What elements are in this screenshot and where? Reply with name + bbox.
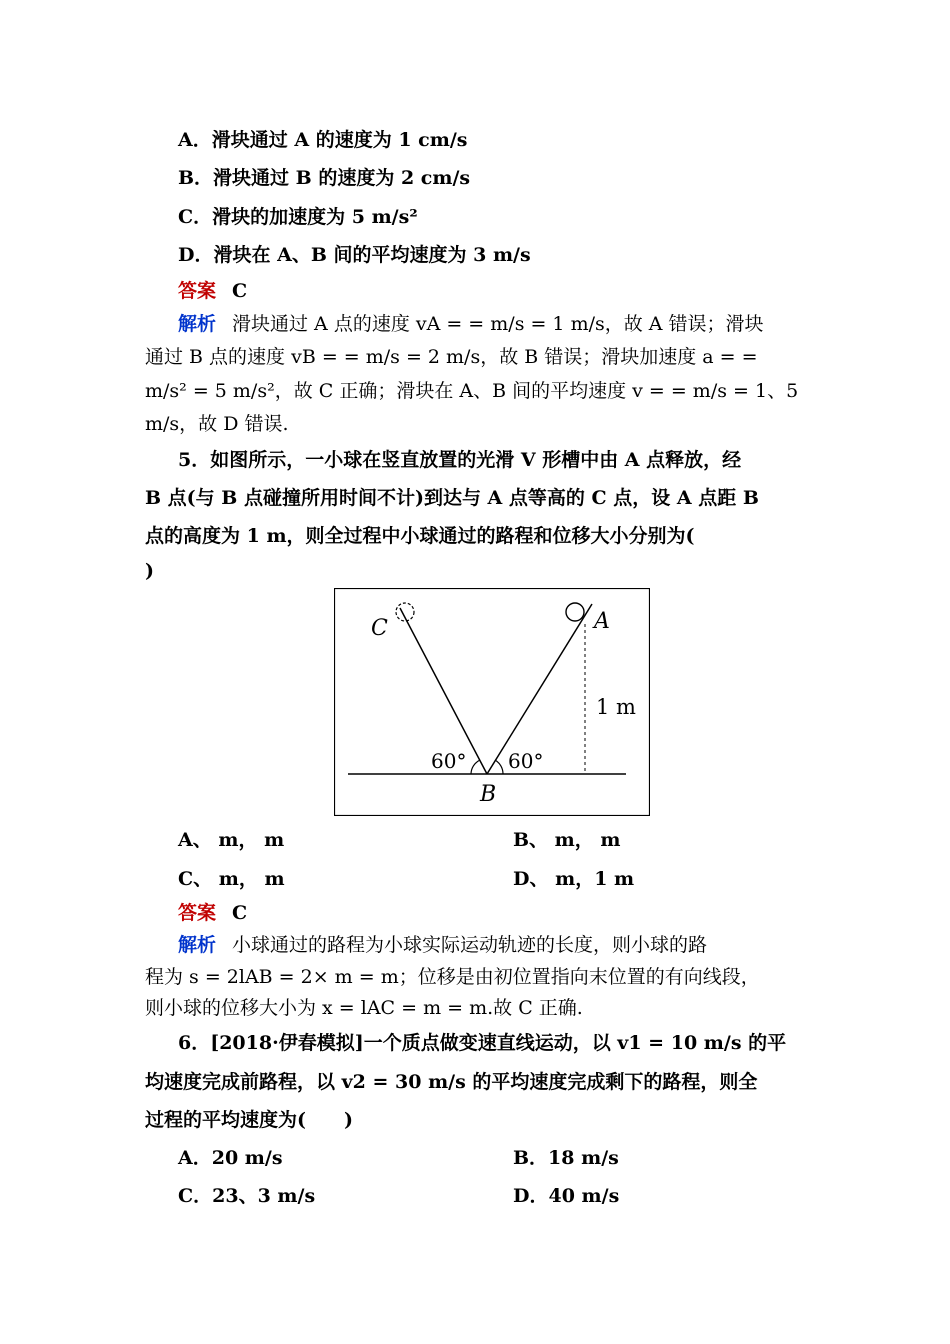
height-label: 1 m	[596, 695, 636, 719]
label-c: C	[371, 616, 388, 641]
q4-option-b: B．滑块通过 B 的速度为 2 cm/s	[178, 167, 471, 189]
q6-stem-line-1: 6．[2018·伊春模拟]一个质点做变速直线运动，以 v1 = 10 m/s 的平	[178, 1032, 787, 1054]
analysis-label: 解析	[178, 313, 217, 335]
answer-label: 答案	[178, 280, 217, 302]
q6-option-a: A．20 m/s	[178, 1147, 283, 1169]
q4-analysis-line-1	[178, 311, 843, 337]
angle-arc-right	[495, 760, 503, 774]
q4-option-d: D．滑块在 A、B 间的平均速度为 3 m/s	[178, 244, 531, 266]
q5-answer	[178, 900, 843, 926]
q4-analysis-line-2: 通过 B 点的速度 vB = = m/s = 2 m/s，故 B 错误；滑块加速度 a = =	[145, 346, 758, 368]
answer-value: C	[232, 902, 248, 924]
q5-analysis-line-2: 程为 s = 2lAB = 2× m = m；位移是由初位置指向末位置的有向线段，	[145, 966, 760, 988]
v-groove-figure	[334, 588, 650, 816]
q6-option-d: D．40 m/s	[513, 1185, 620, 1207]
q4-answer	[178, 278, 843, 304]
q5-stem-line-1: 5．如图所示，一小球在竖直放置的光滑 V 形槽中由 A 点释放，经	[178, 449, 742, 471]
answer-label: 答案	[178, 902, 217, 924]
q6-option-c: C．23、3 m/s	[178, 1185, 316, 1207]
q4-analysis-line-3: m/s² = 5 m/s²，故 C 正确；滑块在 A、B 间的平均速度 v = = m/s = 1、5	[145, 380, 799, 402]
analysis-text: 滑块通过 A 点的速度 vA = = m/s = 1 m/s，故 A 错误；滑块	[232, 313, 764, 335]
q5-analysis-line-3: 则小球的位移大小为 x = lAC = m = m.故 C 正确.	[145, 997, 583, 1019]
q5-option-b: B、 m， m	[513, 829, 621, 851]
q5-option-d: D、 m，1 m	[513, 868, 635, 890]
q4-option-c: C．滑块的加速度为 5 m/s²	[178, 206, 418, 228]
q5-option-a: A、 m， m	[178, 829, 285, 851]
q4-analysis-line-4: m/s，故 D 错误.	[145, 413, 289, 435]
analysis-label: 解析	[178, 934, 217, 956]
q6-stem-line-3: 过程的平均速度为( )	[145, 1109, 353, 1131]
analysis-text: 小球通过的路程为小球实际运动轨迹的长度，则小球的路	[232, 934, 708, 956]
angle-label-left: 60°	[431, 749, 467, 773]
q5-stem-line-4: )	[145, 560, 154, 582]
angle-label-right: 60°	[508, 749, 544, 773]
q5-stem-line-2: B 点(与 B 点碰撞所用时间不计)到达与 A 点等高的 C 点，设 A 点距 B	[145, 487, 759, 509]
ball-initial	[566, 603, 584, 621]
label-a: A	[594, 609, 610, 634]
q5-option-c: C、 m， m	[178, 868, 285, 890]
answer-value: C	[232, 280, 248, 302]
angle-arc-left	[471, 760, 480, 774]
q5-stem-line-3: 点的高度为 1 m，则全过程中小球通过的路程和位移大小分别为(	[145, 525, 695, 547]
q4-option-a: A．滑块通过 A 的速度为 1 cm/s	[178, 129, 468, 151]
q6-stem-line-2: 均速度完成前路程，以 v2 = 30 m/s 的平均速度完成剩下的路程，则全	[145, 1071, 758, 1093]
q5-analysis-line-1	[178, 932, 843, 958]
label-b: B	[480, 782, 497, 807]
q6-option-b: B．18 m/s	[513, 1147, 619, 1169]
